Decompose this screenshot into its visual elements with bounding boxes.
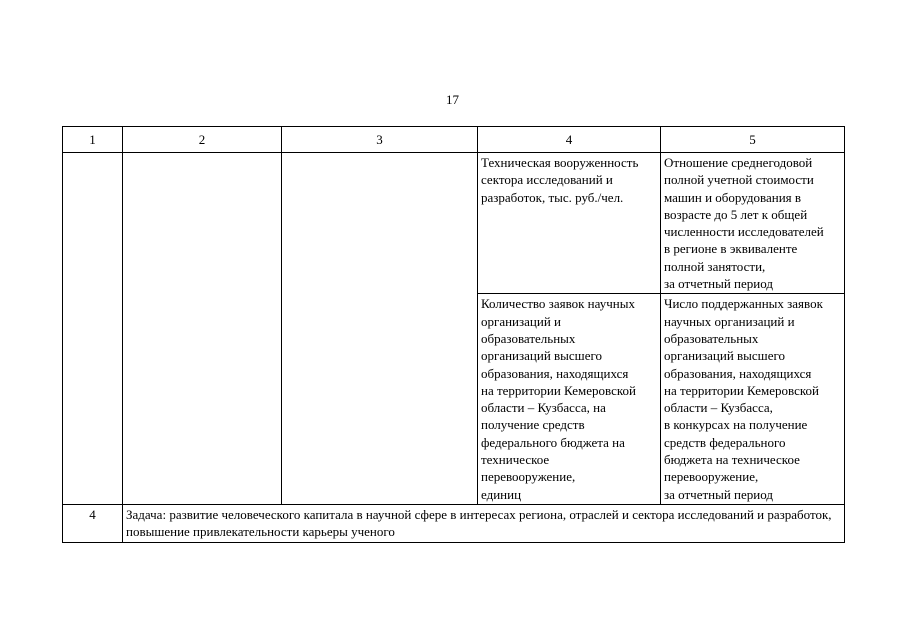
header-cell-3: 3 xyxy=(282,127,478,153)
header-cell-2: 2 xyxy=(123,127,282,153)
indicator-method-cell: Отношение среднегодовой полной учетной стоимости машин и оборудования в возрасте до 5 лет к общей численности исследователей в регионе в эквиваленте полной занятости, за отчетный период xyxy=(661,153,845,294)
indicator-method-cell: Число поддержанных заявок научных организаций и образовательных организаций высшего образования, находящихся на территории Кемеровской области – Кузбасса, в конкурсах на получение средств федерального бюджета на техническое перевооружение, за отчетный период xyxy=(661,294,845,505)
page-number: 17 xyxy=(446,92,459,107)
task-row xyxy=(63,504,845,542)
table-row xyxy=(63,153,845,294)
indicator-name-cell: Количество заявок научных организаций и образовательных организаций высшего образования, находящихся на территории Кемеровской области – Кузбасса, на получение средств федерального бюджета на техническое перевооружение, единиц xyxy=(478,294,661,505)
empty-cell-col1 xyxy=(63,153,123,505)
table-header-row xyxy=(63,127,845,153)
indicator-name-cell: Техническая вооруженность сектора исследований и разработок, тыс. руб./чел. xyxy=(478,153,661,294)
header-cell-1: 1 xyxy=(63,127,123,153)
empty-cell-col3 xyxy=(282,153,478,505)
header-cell-5: 5 xyxy=(661,127,845,153)
indicators-table xyxy=(62,126,845,543)
task-number: 4 xyxy=(63,504,123,542)
header-cell-4: 4 xyxy=(478,127,661,153)
task-text: Задача: развитие человеческого капитала в научной сфере в интересах региона, отраслей и сектора исследований и разработок, повышение привлекательности карьеры ученого xyxy=(123,504,845,542)
empty-cell-col2 xyxy=(123,153,282,505)
